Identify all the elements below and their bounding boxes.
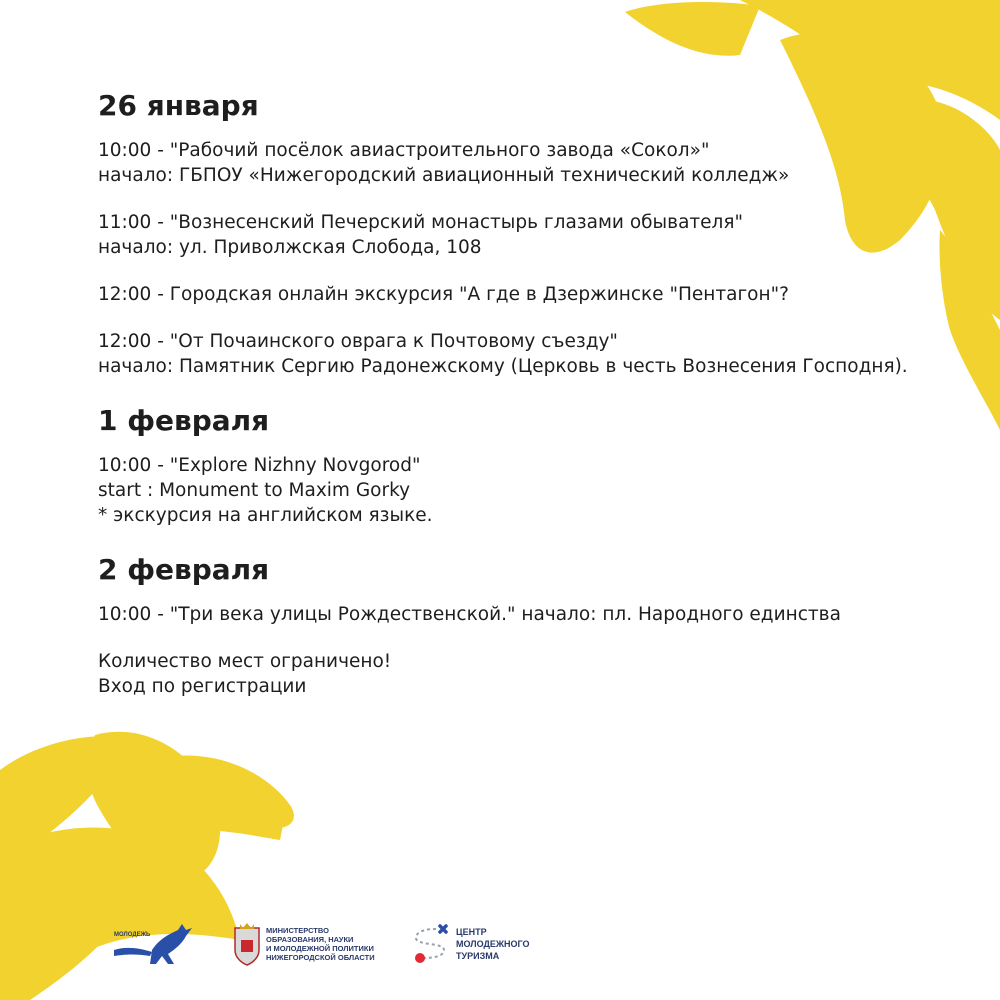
registration-notice xyxy=(98,649,988,699)
notice-line: Вход по регистрации xyxy=(98,676,307,697)
deer-icon xyxy=(112,920,196,968)
event-item xyxy=(98,138,988,188)
notice-line: Количество мест ограничено! xyxy=(98,651,392,672)
event-item xyxy=(98,210,988,260)
event-line: 10:00 - "Рабочий посёлок авиастроительного завода «Сокол»" xyxy=(98,140,710,161)
tourism-line: ТУРИЗМА xyxy=(456,951,500,961)
event-line: 10:00 - "Три века улицы Рождественской." начало: пл. Народного единства xyxy=(98,604,841,625)
day-section-feb2 xyxy=(98,552,988,627)
day-section-jan26 xyxy=(98,88,988,379)
ministry-line: И МОЛОДЕЖНОЙ ПОЛИТИКИ xyxy=(266,944,374,953)
ministry-line: НИЖЕГОРОДСКОЙ ОБЛАСТИ xyxy=(266,953,375,962)
day-title: 2 февраля xyxy=(98,553,270,586)
event-item xyxy=(98,282,988,307)
schedule-content xyxy=(98,88,988,699)
event-line: 12:00 - "От Почаинского оврага к Почтовому съезду" xyxy=(98,331,618,352)
day-title: 1 февраля xyxy=(98,404,270,437)
event-start-line: начало: ГБПОУ «Нижегородский авиационный технический колледж» xyxy=(98,165,790,186)
event-line: 11:00 - "Вознесенский Печерский монастырь глазами обывателя" xyxy=(98,212,744,233)
tourism-line: МОЛОДЕЖНОГО xyxy=(456,939,530,949)
event-note: * экскурсия на английском языке. xyxy=(98,505,433,526)
route-icon xyxy=(410,920,452,966)
event-line: 12:00 - Городская онлайн экскурсия "А где в Дзержинске "Пентагон"? xyxy=(98,284,789,305)
event-line: 10:00 - "Explore Nizhny Novgorod" xyxy=(98,455,421,476)
ministry-line: МИНИСТЕРСТВО xyxy=(266,926,329,935)
event-start-line: start : Monument to Maxim Gorky xyxy=(98,480,411,501)
ministry-line: ОБРАЗОВАНИЯ, НАУКИ xyxy=(266,935,354,944)
coat-of-arms-icon xyxy=(232,922,262,966)
day-title: 26 января xyxy=(98,89,259,122)
tourism-line: ЦЕНТР xyxy=(456,927,487,937)
event-item xyxy=(98,453,988,528)
event-item xyxy=(98,329,988,379)
event-start-line: начало: Памятник Сергию Радонежскому (Церковь в честь Вознесения Господня). xyxy=(98,356,908,377)
youth-logo-text: МОЛОДЕЖЬ xyxy=(114,932,151,938)
event-item xyxy=(98,602,988,627)
tourism-center-logo xyxy=(410,920,550,970)
partner-logos xyxy=(0,918,1000,978)
youth-logo xyxy=(112,920,196,968)
ministry-logo xyxy=(232,920,392,970)
event-start-line: начало: ул. Приволжская Слобода, 108 xyxy=(98,237,482,258)
day-section-feb1 xyxy=(98,403,988,528)
